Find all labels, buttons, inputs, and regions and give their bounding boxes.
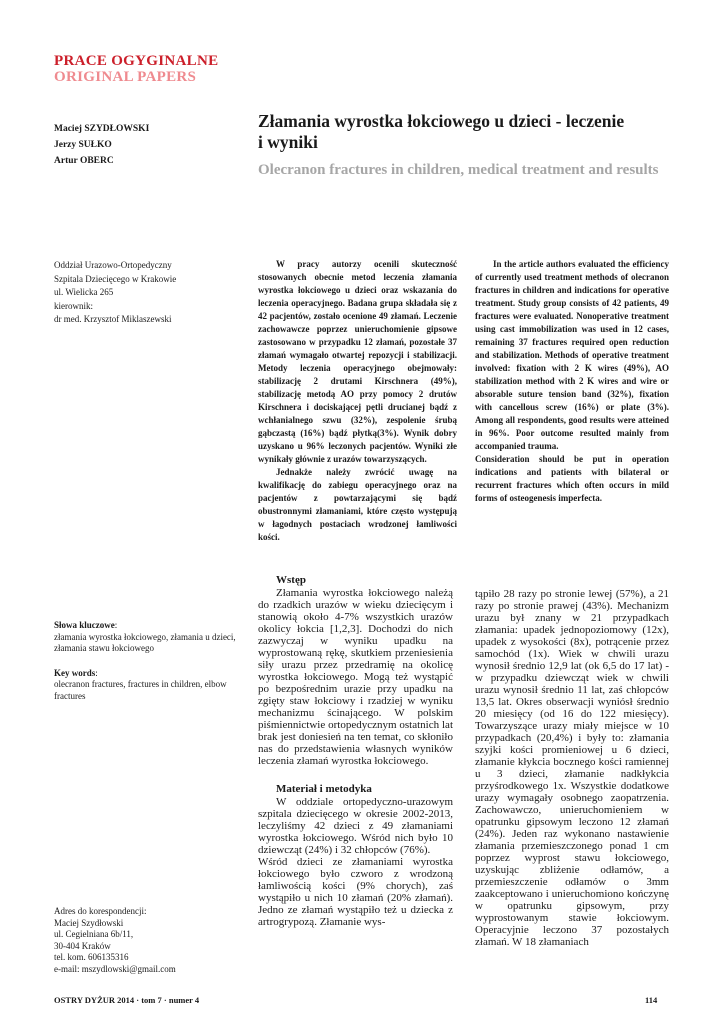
author-list bbox=[54, 121, 149, 169]
address-line: e-mail: mszydlowski@gmail.com bbox=[54, 963, 176, 974]
section-heading: Wstęp bbox=[276, 574, 306, 586]
author-name: Jerzy SUŁKO bbox=[54, 140, 112, 150]
article-title-pl bbox=[258, 111, 678, 153]
body-paragraph: Wśród dzieci ze złamaniami wyrostka łokciowego było czworo z wrodzoną łamliwością kości (9% chorych), zaś wystąpiło u nich 10 złamań (20% złamań). Jedno ze złamań wystąpiło też u dziecka z artrogrypozą. Złamanie wys- bbox=[258, 856, 453, 928]
abstract-paragraph: W pracy autorzy ocenili skuteczność stosowanych obecnie metod leczenia złamania wyrostka łokciowego u dzieci oraz wskazania do leczenia operacyjnego. Badana grupa składała się z 42 pacjentów, zostało ocenione 49 złamań. Leczenie zachowawcze poprzez unieruchomienie gipsowe zastosowano w przypadku 12 złamań, pozostałe 37 złamań wymagało otwartej repozycji i stabilizacji. Metody leczenia operacyjnego obejmowały: stabilizację 2 drutami Kirschnera (49%), stabilizację metodą AO przy pomocy 2 drutów Kirschnera i dociskającej pętli drucianej bądź z wchłanialnego szwu (32%), zespolenie śrubą gąbczastą (16%) bądź płytką(3%). Wynik dobry uzyskano u 96% leczonych pacjentów. Wyniki złe wynikały głównie z urazów towarzyszących. bbox=[258, 259, 457, 464]
author-name: Maciej SZYDŁOWSKI bbox=[54, 124, 150, 134]
affiliation-line: dr med. Krzysztof Miklaszewski bbox=[54, 314, 172, 324]
address-line: 30-404 Kraków bbox=[54, 940, 111, 951]
address-line: tel. kom. 606135316 bbox=[54, 952, 129, 962]
body-column-left bbox=[258, 574, 453, 928]
affiliation-line: kierownik: bbox=[54, 300, 93, 311]
affiliation-line: ul. Wielicka 265 bbox=[54, 287, 114, 297]
body-column-right bbox=[475, 588, 669, 948]
address-line: ul. Cegielniana 6b/11, bbox=[54, 929, 134, 939]
keywords-pl-label: Słowa kluczowe bbox=[54, 620, 115, 630]
keywords-en-text: olecranon fractures, fractures in children, elbow fractures bbox=[54, 679, 227, 701]
keywords-en: Key words: bbox=[54, 667, 98, 678]
affiliation-line: Szpitala Dziecięcego w Krakowie bbox=[54, 273, 177, 284]
address-line: Maciej Szydłowski bbox=[54, 917, 124, 928]
section-label-en: ORIGINAL PAPERS bbox=[54, 69, 197, 85]
abstract-paragraph: Consideration should be put in operation indications and patients with bilateral or recurrent fractures which often occurs in mild forms of osteogenesis imperfecta. bbox=[475, 454, 669, 503]
body-paragraph: W oddziale ortopedyczno-urazowym szpitala dziecięcego w okresie 2002-2013, leczyliśmy 42 dzieci z 49 złamaniami wyrostka łokciowego. Wśród nich było 10 dziewcząt (24%) i 32 chłopców (76%). bbox=[258, 796, 453, 856]
title-line: i wyniki bbox=[258, 132, 318, 152]
keywords-pl: Słowa kluczowe: bbox=[54, 620, 118, 630]
body-paragraph: Złamania wyrostka łokciowego należą do rzadkich urazów w wieku dziecięcym i stanowią około 4-7% wszystkich urazów okolicy łokcia [1,2,3]. Dochodzi do nich zazwyczaj w wyniku upadku na wyprostowaną rękę, skutkiem przeniesienia siły urazu przez przedramię na okolicę wyrostka łokciowego. Mogą też wystąpić po bezpośrednim urazie przy upadku na zgięty staw łokciowy i rzadziej w wyniku mechanizmu ścinającego. W polskim piśmiennictwie ortopedycznym ostatnich lat brak jest doniesień na ten temat, co skłoniło nas do przedstawienia własnych wyników leczenia złamań wyrostka łokciowego. bbox=[258, 587, 453, 767]
affiliation-line: Oddział Urazowo-Ortopedyczny bbox=[54, 260, 172, 270]
journal-footer: OSTRY DYŻUR 2014 · tom 7 · numer 4 bbox=[54, 995, 200, 1005]
affiliation bbox=[54, 259, 244, 327]
abstract-pl bbox=[258, 258, 457, 544]
keywords bbox=[54, 620, 244, 702]
section-heading: Materiał i metodyka bbox=[276, 783, 372, 795]
article-title-en: Olecranon fractures in children, medical treatment and results bbox=[258, 162, 659, 178]
author-name: Artur OBERC bbox=[54, 156, 114, 166]
body-paragraph: tąpiło 28 razy po stronie lewej (57%), a 21 razy po stronie prawej (43%). Mechanizm urazu był znany w 21 przypadkach złamania: upadek jednopoziomowy (12x), upadek z wysokości (8x), potrącenie przez samochód (1x). Wiek w chwili urazu wynosił średnio 12,9 lat (ok 6,5 do 17 lat) - w przypadku dziewcząt wiek w chwili urazu wynosił średnio 11 lat, zaś chłopców 13,5 lat. Okres obserwacji wyniósł średnio 20 miesięcy (od 16 do 122 miesięcy). Towarzyszące urazy miały miejsce w 10 przypadkach (20,4%) i były to: złamania szyjki kości promieniowej u 6 dzieci, złamanie kłykcia bocznego kości ramiennej u 3 dzieci, złamanie nadkłykcia przyśrodkowego 1x. Wszystkie dodatkowe urazy wymagały osobnego zaopatrzenia. Zachowawczo, unieruchomieniem w opatrunku gipsowym leczono 12 złamań (24%). Jeden raz wykonano nastawienie złamania przemieszczonego ponad 1 cm poprzez wyprost stawu łokciowego, uzyskując zbliżenie odłamów, a przemieszczenie odłamów o 3mm zaakceptowano i unieruchomiono kończynę w opatrunku gipsowym, przy wyprostowanym stawie łokciowym. Operacyjnie leczono 37 pozostałych złamań. W 18 złamaniach bbox=[475, 588, 669, 948]
abstract-paragraph: Jednakże należy zwrócić uwagę na kwalifikację do zabiegu operacyjnego oraz na pacjentów z powtarzającymi się bądź obustronnymi złamaniami, które często występują w łagodnych postaciach wrodzonej łamliwości kości. bbox=[258, 467, 457, 542]
address-line: Adres do korespondencji: bbox=[54, 906, 147, 916]
abstract-paragraph: In the article authors evaluated the efficiency of currently used treatment methods of olecranon fractures in children and indications for operative treatment. Study group consists of 42 patients, 49 fractures were evaluated. Nonoperative treatment using cast immobilization was used in 12 cases, remaining 37 fractures required open reduction and stabilization. Methods of operative treatment involved: fixation with 2 K wires (49%), AO stabilization method with 2 K wires and wire or absorable suture tension band (32%), fixation with cancellous screw (16%) or plate (3%). Among all respondents, good results were atteined in 96%. Poor outcome resulted mainly from accompanied trauma. bbox=[475, 259, 669, 451]
title-line: Złamania wyrostka łokciowego u dzieci - leczenie bbox=[258, 111, 625, 131]
abstract-en bbox=[475, 258, 669, 505]
keywords-pl-text: złamania wyrostka łokciowego, złamania u dzieci, złamania stawu łokciowego bbox=[54, 631, 236, 653]
section-label-pl: PRACE OGYGINALNE bbox=[54, 53, 219, 69]
correspondence-address bbox=[54, 906, 244, 975]
keywords-en-label: Key words bbox=[54, 667, 96, 678]
page-number: 114 bbox=[645, 995, 658, 1005]
